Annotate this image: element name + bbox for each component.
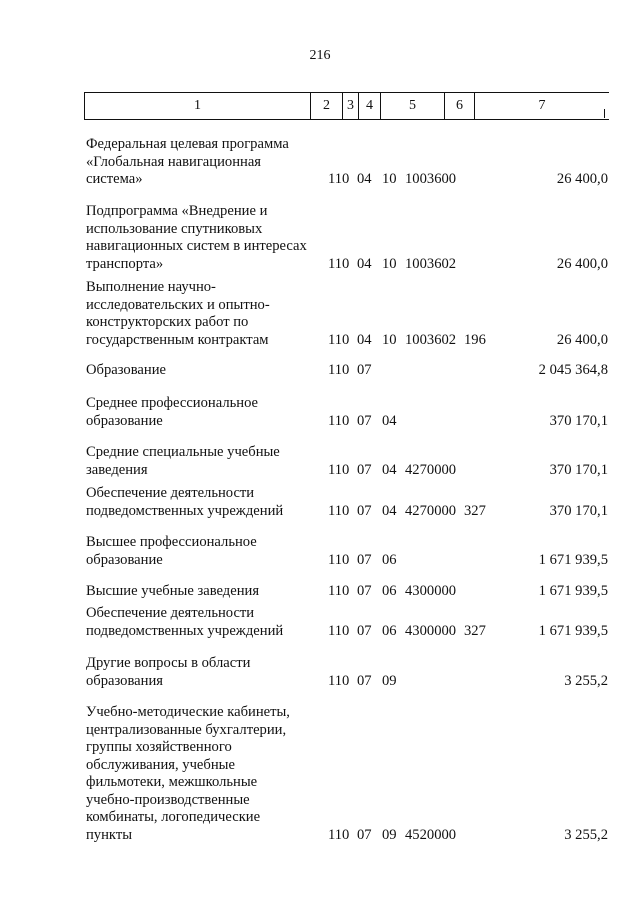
target-item-code: 4520000 (405, 826, 457, 843)
row-name-line: Образование (86, 362, 166, 378)
row-name-line: Среднее профессиональное (86, 395, 259, 411)
row-amount: 1 671 939,5 (538, 622, 608, 639)
section-code: 07 (357, 826, 372, 843)
ministry-code: 110 (328, 171, 350, 187)
row-name (86, 485, 322, 520)
section-code: 07 (357, 551, 372, 568)
ministry-code: 110 (328, 331, 350, 348)
row-name (86, 704, 322, 844)
row-name-line: Федеральная целевая программа (86, 136, 289, 152)
ministry-code: 110 (328, 622, 350, 639)
subsection-code: 04 (382, 412, 397, 429)
ministry-code: 110 (328, 502, 350, 519)
subsection-code: 09 (382, 826, 397, 843)
row-name-line: навигационных систем в интересах (86, 238, 307, 254)
row-amount: 3 255,2 (564, 826, 608, 843)
section-code: 07 (357, 672, 372, 689)
row-name-line: Другие вопросы в области (86, 655, 251, 671)
row-name-line: образование (86, 412, 163, 429)
section-code: 04 (357, 255, 372, 272)
header-col-4: 4 (359, 93, 381, 119)
subsection-code: 04 (382, 502, 397, 519)
row-name-line: группы хозяйственного (86, 739, 232, 755)
expense-type-code: 196 (464, 331, 486, 348)
row-name (86, 203, 322, 273)
row-amount: 26 400,0 (556, 331, 608, 348)
row-name-line: подведомственных учреждений (86, 502, 284, 519)
target-item-code: 4300000 (405, 583, 457, 599)
row-name-line: Обеспечение деятельности (86, 605, 255, 621)
row-name-line: учебно-производственные (86, 791, 250, 808)
header-col-5: 5 (381, 93, 445, 119)
row-name-line: комбинаты, логопедические (86, 809, 261, 825)
ministry-code: 110 (328, 672, 350, 689)
row-amount: 26 400,0 (556, 171, 608, 187)
expense-type-code: 327 (464, 622, 486, 639)
row-amount: 370 170,1 (549, 461, 608, 478)
row-name (86, 136, 322, 189)
row-name-line: исследовательских и опытно- (86, 296, 270, 313)
subsection-code: 06 (382, 583, 397, 599)
row-amount: 370 170,1 (549, 502, 608, 519)
subsection-code: 04 (382, 461, 397, 478)
section-code: 07 (357, 583, 372, 599)
ministry-code: 110 (328, 583, 350, 599)
ministry-code: 110 (328, 255, 350, 272)
section-code: 04 (357, 331, 372, 348)
target-item-code: 1003602 (405, 255, 457, 272)
page-number: 216 (309, 48, 331, 63)
row-name-line: Учебно-методические кабинеты, (86, 704, 290, 720)
header-col-6: 6 (445, 93, 475, 119)
target-item-code: 1003602 (405, 331, 457, 348)
header-col-2: 2 (311, 93, 343, 119)
subsection-code: 09 (382, 672, 397, 689)
header-edge-tick (604, 109, 605, 118)
ministry-code: 110 (328, 362, 350, 378)
expense-type-code: 327 (464, 502, 486, 519)
subsection-code: 10 (382, 171, 397, 187)
row-name-line: фильмотеки, межшкольные (86, 774, 258, 790)
row-name-line: система» (86, 171, 143, 187)
row-name-line: конструкторских работ по (86, 314, 249, 330)
subsection-code: 06 (382, 551, 397, 568)
row-name (86, 655, 322, 690)
subsection-code: 10 (382, 331, 397, 348)
table-header (84, 92, 609, 120)
row-name (86, 605, 322, 640)
row-amount: 3 255,2 (564, 672, 608, 689)
section-code: 04 (357, 171, 372, 187)
row-name-line: Высшее профессиональное (86, 534, 257, 550)
row-name-line: подведомственных учреждений (86, 622, 284, 639)
row-name-line: Подпрограмма «Внедрение и (86, 203, 268, 219)
section-code: 07 (357, 362, 372, 378)
row-name-line: заведения (86, 461, 148, 478)
row-name-line: пункты (86, 826, 132, 843)
target-item-code: 4270000 (405, 502, 457, 519)
row-amount: 2 045 364,8 (538, 362, 608, 378)
row-name-line: образование (86, 551, 163, 568)
ministry-code: 110 (328, 461, 350, 478)
row-name-line: государственным контрактам (86, 331, 269, 348)
ministry-code: 110 (328, 551, 350, 568)
section-code: 07 (357, 461, 372, 478)
header-col-3: 3 (343, 93, 359, 119)
section-code: 07 (357, 412, 372, 429)
subsection-code: 10 (382, 255, 397, 272)
row-amount: 26 400,0 (556, 255, 608, 272)
target-item-code: 1003600 (405, 171, 457, 187)
row-name (86, 395, 322, 430)
row-name-line: Высшие учебные заведения (86, 583, 260, 599)
row-name (86, 534, 322, 569)
row-amount: 1 671 939,5 (538, 551, 608, 568)
row-name-line: Обеспечение деятельности (86, 485, 255, 501)
row-name-line: Выполнение научно- (86, 279, 216, 295)
subsection-code: 06 (382, 622, 397, 639)
row-name (86, 444, 322, 479)
row-name (86, 279, 322, 349)
header-col-1: 1 (85, 93, 311, 119)
row-name-line: централизованные бухгалтерии, (86, 721, 287, 738)
row-amount: 1 671 939,5 (538, 583, 608, 599)
header-col-7: 7 (538, 98, 546, 113)
section-code: 07 (357, 622, 372, 639)
row-name (86, 362, 322, 380)
row-amount: 370 170,1 (549, 412, 608, 429)
row-name-line: использование спутниковых (86, 220, 263, 237)
section-code: 07 (357, 502, 372, 519)
row-name-line: образования (86, 672, 163, 689)
ministry-code: 110 (328, 826, 350, 843)
row-name-line: «Глобальная навигационная (86, 153, 262, 170)
row-name-line: Средние специальные учебные (86, 444, 280, 460)
row-name-line: обслуживания, учебные (86, 756, 235, 773)
ministry-code: 110 (328, 412, 350, 429)
row-name (86, 583, 322, 601)
target-item-code: 4300000 (405, 622, 457, 639)
target-item-code: 4270000 (405, 461, 457, 478)
row-name-line: транспорта» (86, 255, 164, 272)
